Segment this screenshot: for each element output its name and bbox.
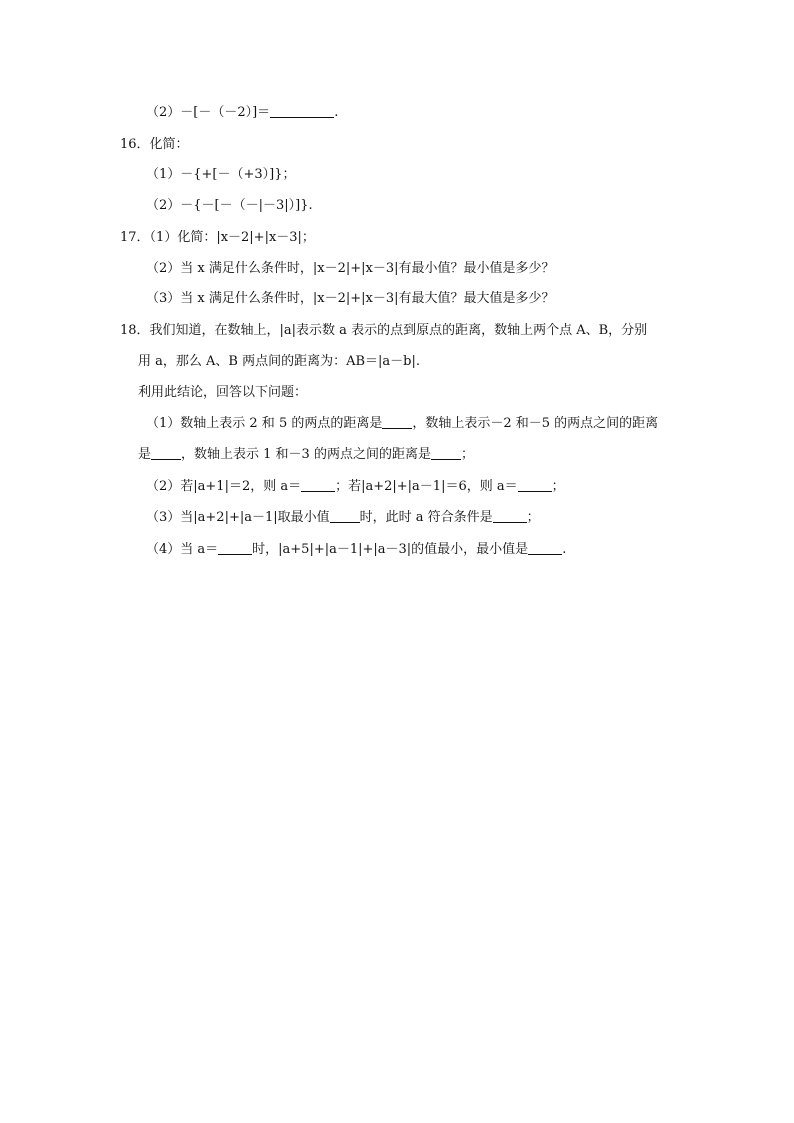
q15-part2-end: .: [334, 105, 339, 120]
answer-blank[interactable]: [382, 415, 412, 429]
q17-part1: 17．（1）化简：|x－2|+|x－3|；: [120, 230, 315, 245]
answer-blank[interactable]: [270, 104, 334, 118]
q18-part3-text-b: 时，此时 a 符合条件是: [359, 510, 493, 525]
q18-part3-text-a: （3）当|a+2|+|a－1|取最小值: [146, 510, 330, 525]
q16-part2: （2）－{－[－（－|－3|）]}.: [146, 198, 313, 213]
answer-blank[interactable]: [528, 541, 562, 555]
q18-part2-text-c: ；: [551, 479, 565, 494]
q18-intro-line2: 用 a，那么 A、B 两点间的距离为：AB＝|a－b|.: [138, 354, 420, 369]
answer-blank[interactable]: [431, 446, 461, 460]
answer-blank[interactable]: [301, 478, 335, 492]
q18-intro-line1: 18．我们知道，在数轴上，|a|表示数 a 表示的点到原点的距离，数轴上两个点 A、B，分别: [120, 323, 648, 338]
q18-part4: [146, 541, 566, 559]
q18-part4-text-b: 时，|a+5|+|a－1|+|a－3|的值最小，最小值是: [252, 542, 529, 557]
q15-part2-text: （2）－[－（－2）]＝: [146, 105, 271, 120]
q18-part1-text-a: （1）数轴上表示 2 和 5 的两点的距离是: [146, 416, 383, 431]
answer-blank[interactable]: [330, 509, 360, 523]
q17-part3: （3）当 x 满足什么条件时，|x－2|+|x－3|有最大值？最大值是多少？: [146, 291, 555, 306]
q16-title: 16．化简：: [120, 137, 189, 152]
q18-part2: [146, 478, 565, 496]
q18-part1-text-c: 是: [138, 447, 152, 462]
q18-intro-line3: 利用此结论，回答以下问题：: [138, 385, 308, 400]
q18-part4-text-a: （4）当 a＝: [146, 542, 219, 557]
q16-part1: （1）－{+[－（+3）]}；: [146, 167, 296, 182]
answer-blank[interactable]: [518, 478, 552, 492]
answer-blank[interactable]: [218, 541, 252, 555]
q18-part2-text-a: （2）若|a+1|＝2，则 a＝: [146, 479, 302, 494]
q18-part3-text-c: ；: [526, 510, 540, 525]
q18-part1-line2: [138, 446, 474, 464]
q18-part4-text-c: .: [562, 542, 567, 557]
q18-part1-line1: [146, 415, 658, 433]
q18-part1-text-e: ；: [460, 447, 474, 462]
q18-part2-text-b: ；若|a+2|+|a－1|＝6，则 a＝: [335, 479, 518, 494]
q18-part1-text-b: ，数轴上表示－2 和－5 的两点之间的距离: [412, 416, 659, 431]
q18-part3: [146, 509, 540, 527]
answer-blank[interactable]: [151, 446, 181, 460]
q17-part2: （2）当 x 满足什么条件时，|x－2|+|x－3|有最小值？最小值是多少？: [146, 261, 555, 276]
q15-part2: [146, 104, 338, 122]
q18-part1-text-d: ，数轴上表示 1 和－3 的两点之间的距离是: [181, 447, 431, 462]
answer-blank[interactable]: [493, 509, 527, 523]
